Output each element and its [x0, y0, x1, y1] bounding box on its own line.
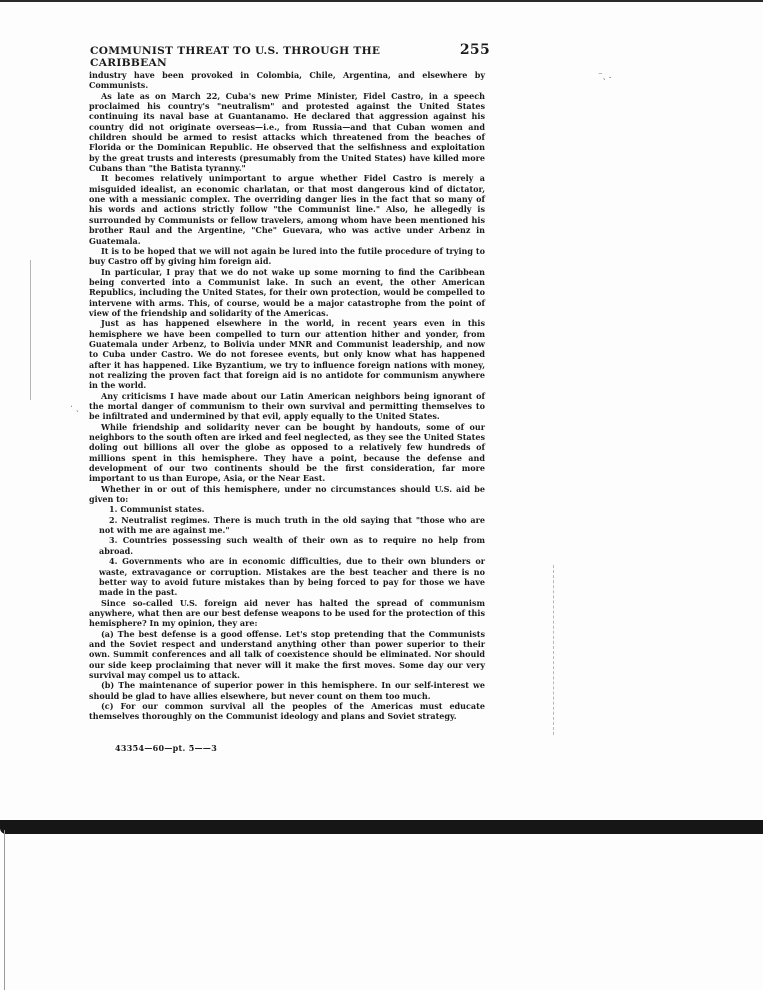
list-item: 4. Governments who are in economic difficulties, due to their own blunders or waste, extravagance or corruption. Mistakes are the best teacher and there is no better way to avoid future mistakes than by being forced to pay for those we have made in the past. — [99, 556, 485, 598]
paragraph: Any criticisms I have made about our Latin American neighbors being ignorant of the mortal danger of communism to their own survival and permitting themselves to be infiltrated and undermined by that evil, apply equally to the United States. — [89, 390, 485, 422]
paragraph: While friendship and solidarity never can be bought by handouts, some of our neighbors to the south often are irked and feel neglected, as they see the United States doling out billions all over the globe as opposed to a relatively few hundreds of millions spent in this hemisphere. They have a point, because the defense and development of our two continents should be the first consideration, far more important to us than Europe, Asia, or the Near East. — [89, 421, 485, 484]
scan-speck: ˑ ˎ — [70, 403, 79, 413]
scan-margin-mark-left — [30, 260, 31, 400]
paragraph: In particular, I pray that we do not wake up some morning to find the Caribbean being converted into a Communist lake. In such an event, the other American Republics, including the United States, for their own protection, would be compelled to intervene with arms. This, of course, would be a major catastrophe from the point of view of the friendship and solidarity of the Americas. — [89, 266, 485, 318]
paragraph: industry have been provoked in Colombia, Chile, Argentina, and elsewhere by Communists. — [89, 70, 485, 91]
print-job-code: 43354—60—pt. 5——3 — [115, 743, 218, 753]
paragraph: (c) For our common survival all the peoples of the Americas must educate themselves thoroughly on the Communist ideology and plans and Soviet strategy. — [89, 700, 485, 722]
running-header — [90, 42, 490, 69]
list-item: 3. Countries possessing such wealth of their own as to require no help from abroad. — [99, 535, 485, 556]
scan-dark-band — [0, 820, 763, 834]
paragraph: (b) The maintenance of superior power in this hemisphere. In our self-interest we should be glad to have allies elsewhere, but never count on them too much. — [89, 680, 485, 701]
paragraph: Whether in or out of this hemisphere, under no circumstances should U.S. aid be given to: — [89, 483, 485, 505]
paragraph: Since so-called U.S. foreign aid never has halted the spread of communism anywhere, what then are our best defense weapons to be used for the protection of this hemisphere? In my opinion, they are: — [89, 597, 485, 629]
top-scan-rule — [0, 0, 763, 2]
paragraph: Just as has happened elsewhere in the world, in recent years even in this hemisphere we have been compelled to turn our attention hither and yonder, from Guatemala under Arbenz, to Bolivia under MNR and Communist leadership, and now to Cuba under Castro. We do not foresee events, but only know what has happened after it has happened. Like Byzantium, we try to influence foreign nations with money, not realizing the proven fact that foreign aid is no antidote for communism anywhere in the world. — [89, 318, 485, 391]
body-text — [89, 70, 485, 722]
page-number: 255 — [459, 42, 490, 58]
paragraph: It becomes relatively unimportant to argue whether Fidel Castro is merely a misguided idealist, an economic charlatan, or that most dangerous kind of dictator, one with a messianic complex. The overriding danger lies in the fact that so many of his words and actions strictly follow "the Communist line." Also, he allegedly is surrounded by Communists or fellow travelers, among whom have been mentioned his brother Raul and the Argentine, "Che" Guevara, who was active under Arbenz in Guatemala. — [89, 173, 485, 246]
scan-left-edge — [4, 830, 5, 990]
paragraph: (a) The best defense is a good offense. Let's stop pretending that the Communists and the Soviet respect and understand anything other than power superior to their own. Summit conferences and all talk of coexistence should be eliminated. Nor should our side keep proclaiming that never will it make the first moves. Some day our very survival may compel us to attack. — [89, 628, 485, 680]
paragraph: As late as on March 22, Cuba's new Prime Minister, Fidel Castro, in a speech proclaimed his country's "neutralism" and protested against the United States continuing its naval base at Guantanamo. He declared that aggression against his country did not originate overseas—i.e., from Russia—and that Cuban women and children should be armed to resist attacks which threatened from the beaches of Florida or the Dominican Republic. He observed that the selfishness and exploitation by the great trusts and interests (presumably from the United States) have killed more Cubans than "the Batista tyranny." — [89, 90, 485, 174]
scan-margin-mark-right — [553, 565, 555, 735]
scan-speck: ⁻ˎ . — [598, 71, 612, 81]
running-title: COMMUNIST THREAT TO U.S. THROUGH THE CARIBBEAN — [90, 45, 381, 69]
list-item: 1. Communist states. — [109, 504, 205, 515]
list-item: 2. Neutralist regimes. There is much truth in the old saying that "those who are not with me are against me." — [99, 514, 485, 536]
paragraph: It is to be hoped that we will not again be lured into the futile procedure of trying to buy Castro off by giving him foreign aid. — [89, 245, 485, 267]
